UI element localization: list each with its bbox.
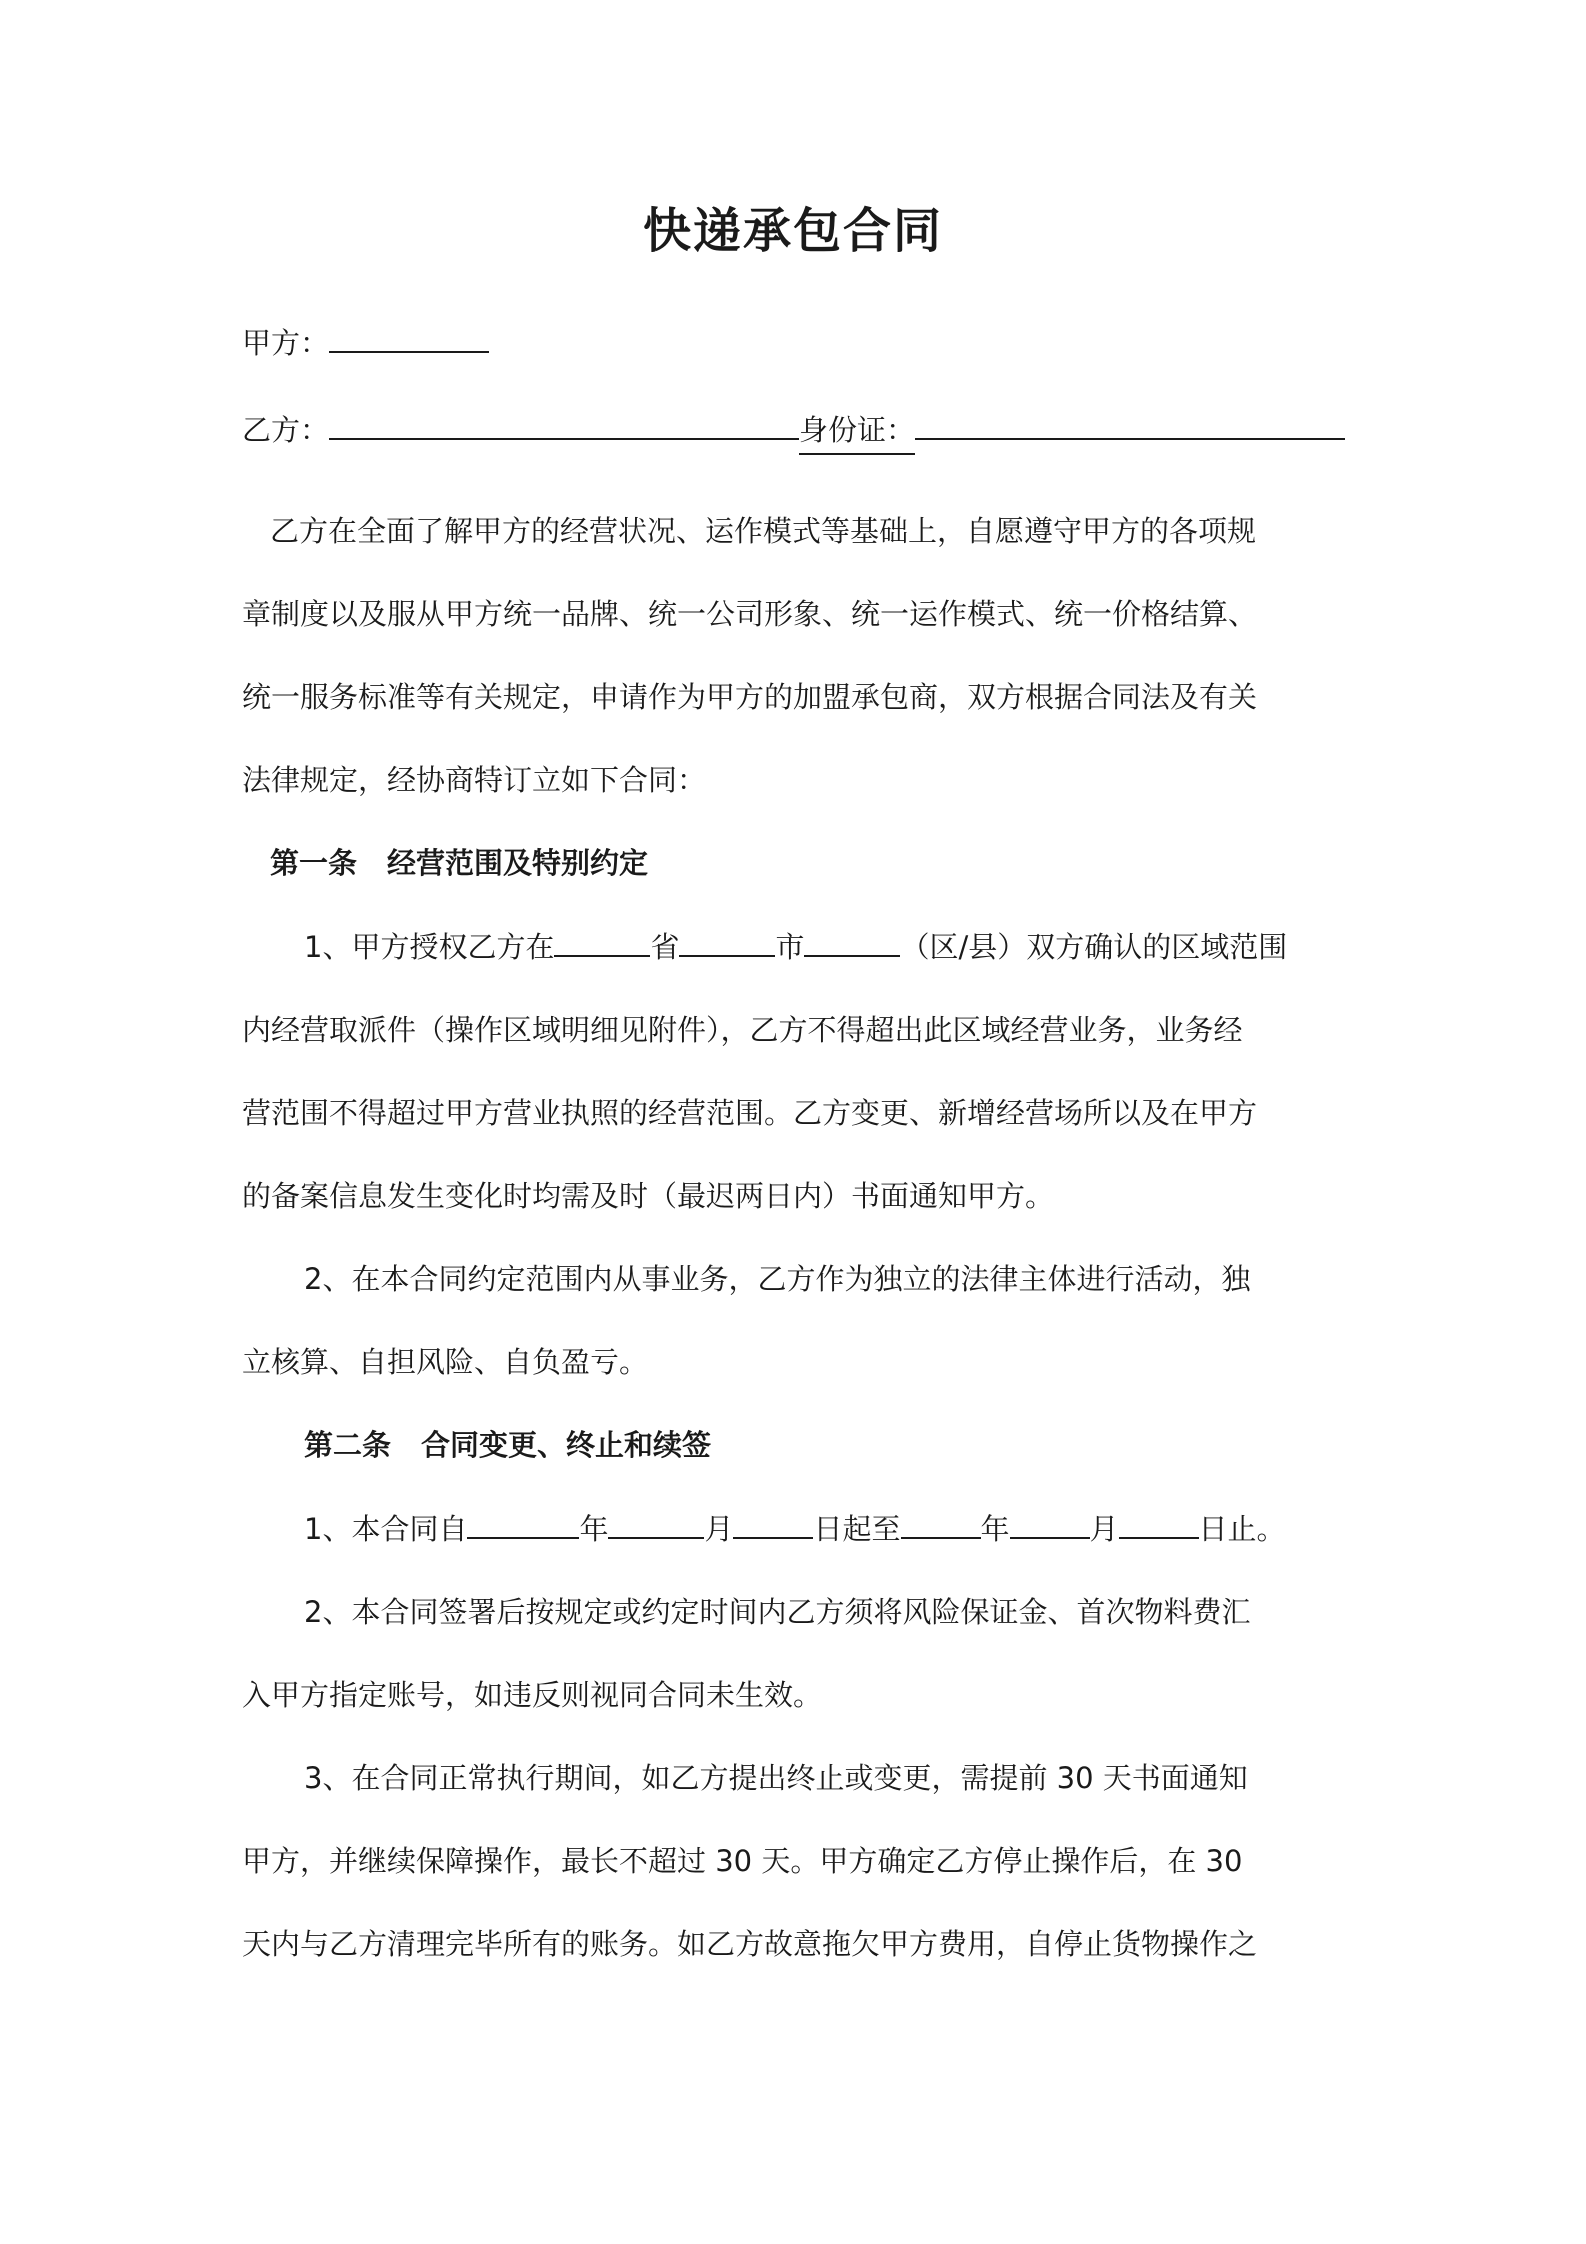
preamble-line: 章制度以及服从甲方统一品牌、统一公司形象、统一运作模式、统一价格结算、 <box>242 597 1258 631</box>
end-day-label: 日止。 <box>1198 1512 1286 1546</box>
article1-number: 第一条 <box>270 846 358 880</box>
party-a-blank[interactable] <box>329 321 489 353</box>
party-b-id-label: 身份证： <box>799 407 915 455</box>
clause1-prefix: 1、甲方授权乙方在 <box>304 930 555 964</box>
article2-title: 合同变更、终止和续签 <box>421 1428 712 1462</box>
article2-clause2-line: 2、本合同签署后按规定或约定时间内乙方须将风险保证金、首次物料费汇 <box>304 1595 1251 1629</box>
city-blank[interactable] <box>679 925 775 957</box>
article1-clause1-line: 内经营取派件（操作区域明细见附件），乙方不得超出此区域经营业务，业务经 <box>242 1013 1243 1047</box>
start-day-label: 日起至 <box>813 1512 901 1546</box>
preamble-line: 统一服务标准等有关规定，申请作为甲方的加盟承包商，双方根据合同法及有关 <box>242 680 1258 714</box>
party-b-name-blank[interactable] <box>329 408 799 440</box>
article2-clause2-line: 入甲方指定账号，如违反则视同合同未生效。 <box>242 1678 823 1712</box>
article1-title: 经营范围及特别约定 <box>387 846 649 880</box>
article1-clause2-line: 立核算、自担风险、自负盈亏。 <box>242 1345 649 1379</box>
preamble-line: 法律规定，经协商特订立如下合同： <box>242 763 707 797</box>
article2-clause3-line: 3、在合同正常执行期间，如乙方提出终止或变更，需提前 30 天书面通知 <box>304 1761 1248 1795</box>
district-label: （区/县）双方确认的区域范围 <box>900 930 1288 964</box>
end-month-blank[interactable] <box>1010 1507 1090 1539</box>
article2-clause3-line: 天内与乙方清理完毕所有的账务。如乙方故意拖欠甲方费用，自停止货物操作之 <box>242 1927 1258 1961</box>
party-a-label: 甲方： <box>242 326 330 360</box>
article2-heading <box>242 1422 1414 1468</box>
district-blank[interactable] <box>804 925 900 957</box>
article2-clause1-line <box>242 1506 1414 1552</box>
start-day-blank[interactable] <box>733 1507 813 1539</box>
province-blank[interactable] <box>554 925 650 957</box>
preamble-line: 乙方在全面了解甲方的经营状况、运作模式等基础上，自愿遵守甲方的各项规 <box>270 514 1257 548</box>
article2-clause3-line: 甲方，并继续保障操作，最长不超过 30 天。甲方确定乙方停止操作后，在 30 <box>242 1844 1243 1878</box>
term-prefix: 1、本合同自 <box>304 1512 468 1546</box>
start-year-label: 年 <box>579 1512 609 1546</box>
end-month-label: 月 <box>1089 1512 1119 1546</box>
end-year-blank[interactable] <box>901 1507 981 1539</box>
article1-heading <box>242 840 1380 886</box>
party-b-label: 乙方： <box>242 413 330 447</box>
article1-clause1-line: 营范围不得超过甲方营业执照的经营范围。乙方变更、新增经营场所以及在甲方 <box>242 1096 1258 1130</box>
end-day-blank[interactable] <box>1119 1507 1199 1539</box>
start-month-label: 月 <box>704 1512 734 1546</box>
end-year-label: 年 <box>980 1512 1010 1546</box>
party-a-row <box>242 320 1352 366</box>
city-label: 市 <box>775 930 805 964</box>
party-b-row <box>242 407 1352 455</box>
start-month-blank[interactable] <box>608 1507 704 1539</box>
start-year-blank[interactable] <box>467 1507 579 1539</box>
province-label: 省 <box>650 930 680 964</box>
document-title: 快递承包合同 <box>642 203 943 259</box>
article1-clause1-line <box>242 924 1414 970</box>
party-b-id-blank[interactable] <box>915 408 1345 440</box>
article2-number: 第二条 <box>304 1428 392 1462</box>
article1-clause1-line: 的备案信息发生变化时均需及时（最迟两日内）书面通知甲方。 <box>242 1179 1055 1213</box>
article1-clause2-line: 2、在本合同约定范围内从事业务，乙方作为独立的法律主体进行活动，独 <box>304 1262 1251 1296</box>
